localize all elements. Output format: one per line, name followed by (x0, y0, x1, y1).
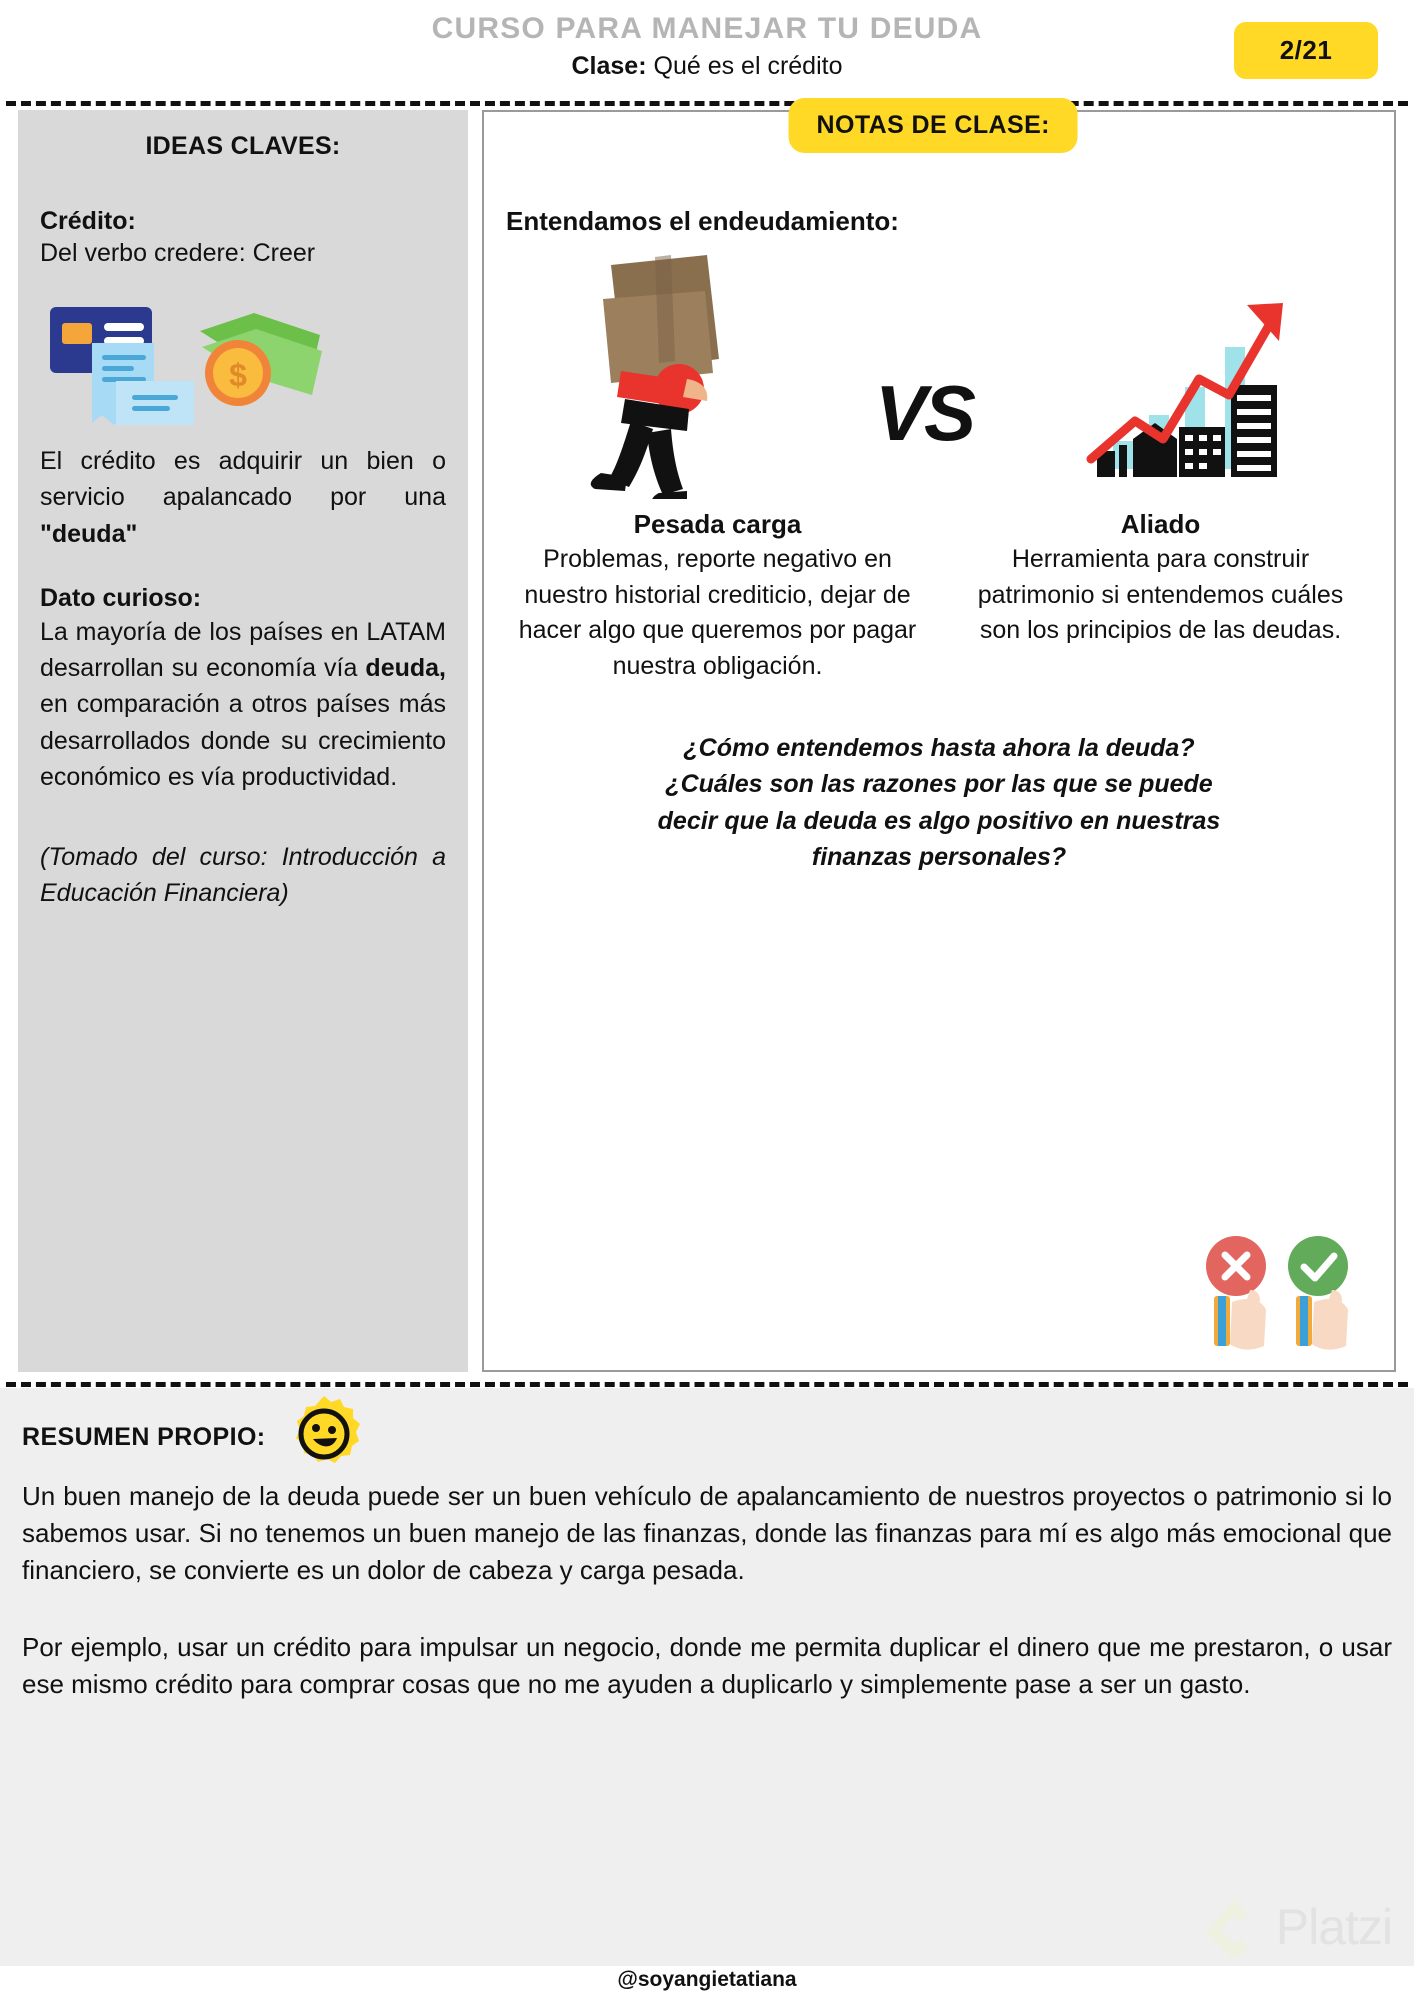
credit-definition-bold: "deuda" (40, 519, 138, 548)
fact-pre: La mayoría de los países en LATAM desarrollan su economía vía (40, 617, 446, 682)
column-title: Pesada carga (633, 509, 802, 539)
question-line-3: decir que la deuda es algo positivo en nuestras (657, 806, 1221, 835)
body-columns (0, 110, 1414, 1372)
platzi-logo-icon (1204, 1896, 1266, 1958)
column-body: Herramienta para construir patrimonio si entendemos cuáles son los principios de las deudas. (977, 545, 1344, 644)
fact-bold: deuda, (365, 654, 446, 682)
course-title: CURSO PARA MANEJAR TU DEUDA (431, 12, 983, 45)
question-line-2: ¿Cuáles son las razones por las que se puede (665, 770, 1213, 799)
reflection-questions (506, 730, 1372, 875)
credit-definition (40, 443, 446, 552)
sidebar-title: IDEAS CLAVES: (145, 132, 341, 160)
resumen-paragraph-1: Un buen manejo de la deuda puede ser un buen vehículo de apalancamiento de nuestros proyectos o patrimonio si lo sabemos usar. Si no tenemos un buen manejo de las finanzas, donde las finanzas para mí es algo más emocional que financiero, se convierte es un dolor de cabeza y carga pesada. (22, 1481, 1392, 1585)
comparison-illustrations (506, 249, 1372, 499)
divider-middle (6, 1382, 1408, 1387)
platzi-wordmark: Platzi (1275, 1899, 1392, 1955)
platzi-watermark (1204, 1896, 1392, 1958)
resumen-title: RESUMEN PROPIO: (22, 1422, 266, 1451)
resumen-propio-panel (0, 1388, 1414, 1966)
class-label: Clase: (571, 52, 647, 80)
thumbs-down-cross-icon (1206, 1236, 1266, 1350)
class-name: Qué es el crédito (646, 52, 843, 80)
question-line-4: finanzas personales? (811, 842, 1067, 871)
page-number-badge: 2/21 (1234, 22, 1378, 79)
fact-heading: Dato curioso: (40, 583, 202, 612)
divider-top (6, 101, 1408, 106)
finance-illustration (40, 285, 446, 433)
comparison-column-right (959, 509, 1362, 684)
finance-icons-svg (40, 285, 340, 433)
fact-post: en comparación a otros países más desarrollados donde su crecimiento económico es vía productividad. (40, 690, 446, 791)
class-line (0, 52, 1414, 81)
ideas-claves-panel (18, 110, 468, 1372)
rising-chart-city-growth-icon (1079, 299, 1319, 499)
source-note: (Tomado del curso: Introducción a Educación Financiera) (40, 843, 446, 908)
resumen-header (22, 1406, 1392, 1468)
man-carrying-heavy-box-icon (559, 251, 769, 499)
thumbs-up-check-icon (1288, 1236, 1348, 1350)
smiley-face-badge-icon (284, 1394, 364, 1474)
question-line-1: ¿Cómo entendemos hasta ahora la deuda? (683, 734, 1195, 762)
comparison-column-left (516, 509, 919, 684)
column-title: Aliado (1120, 509, 1201, 539)
svg-text:$: $ (229, 357, 247, 393)
fact-body (40, 614, 446, 795)
page-header (0, 0, 1414, 108)
term-heading: Crédito: (40, 207, 136, 235)
resumen-paragraph-2: Por ejemplo, usar un crédito para impulsar un negocio, donde me permita duplicar el dinero que me prestaron, o usar ese mismo crédito para comprar cosas que no me ayuden a duplicarlo y simplemente pase a ser un gasto. (22, 1631, 1392, 1699)
notas-badge: NOTAS DE CLASE: (789, 98, 1078, 153)
notas-de-clase-panel (482, 110, 1396, 1372)
column-body: Problemas, reporte negativo en nuestro historial crediticio, dejar de hacer algo que queremos por pagar nuestra obligación. (518, 545, 917, 680)
author-handle: @soyangietatiana (617, 1968, 797, 1991)
credit-definition-pre: El crédito es adquirir un bien o servicio apalancado por una (40, 447, 446, 512)
thumbs-icons (1188, 1230, 1368, 1358)
vs-mark: VS (874, 369, 974, 457)
notes-heading: Entendamos el endeudamiento: (506, 206, 899, 236)
term-definition: Del verbo credere: Creer (40, 239, 316, 267)
comparison-columns (506, 509, 1372, 684)
